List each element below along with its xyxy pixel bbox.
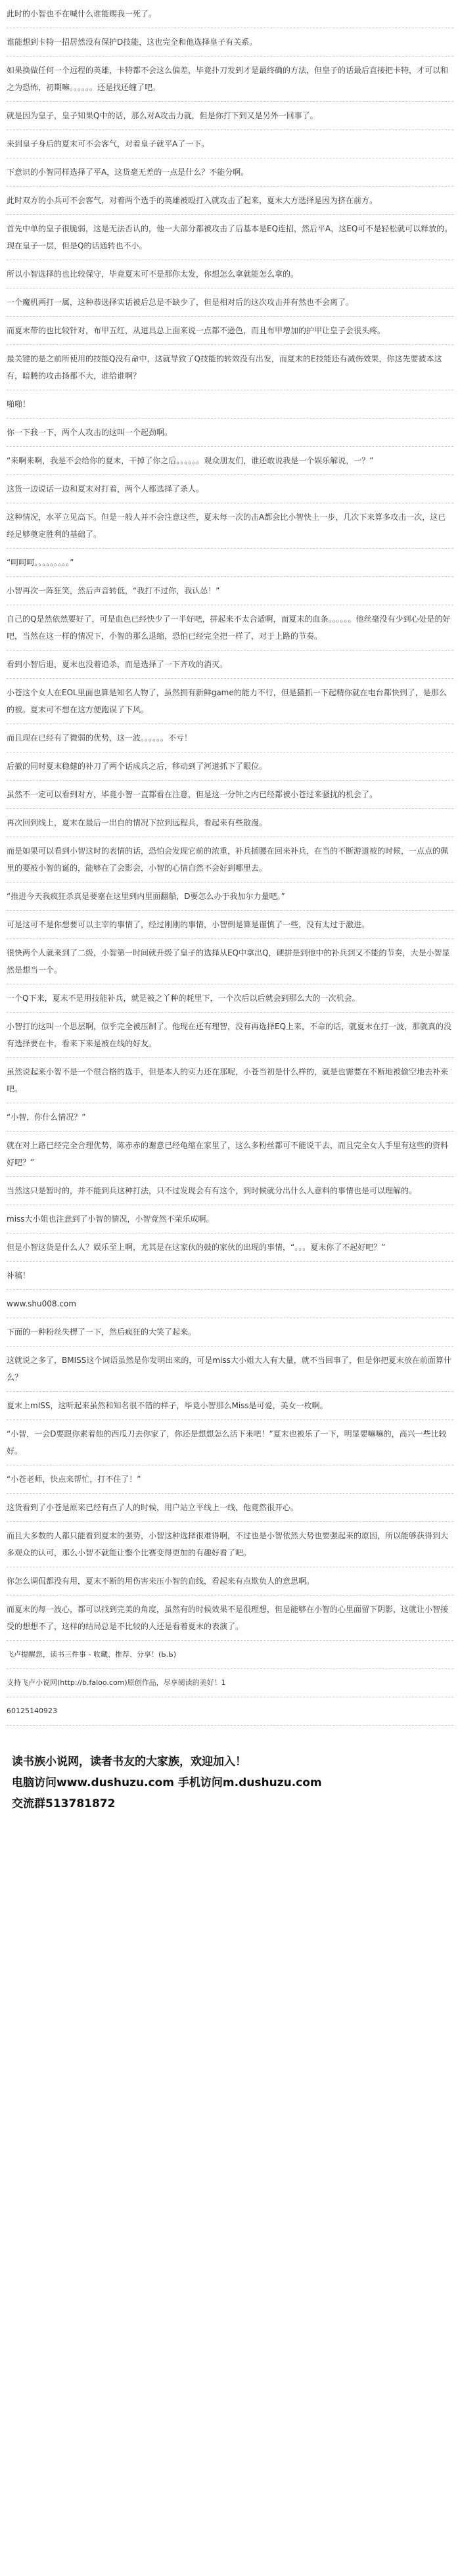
paragraph: 如果换做任何一个远程的英雄，卡特都不会这么偏差，毕竟扑刀发到才是最终确的方法，但皇子的话最后直接把卡特，才可以和之为恐怖，初期嘛。。。。。。还是找还缠了吧。: [7, 57, 453, 102]
paragraph: 这种情况，水平立见高下。但是一般人并不会注意这些，夏末每一次的击A都会比小智快上一步，几次下来算多攻击一次，这已经足够奠定胜利的基础了。: [7, 503, 453, 549]
paragraph: 啪啪！: [7, 390, 453, 419]
paragraph: 而是如果可以看到小智这时的表情的话，恐怕会发现它前的浓重，补兵插腰在回来补兵，在当的不断游道被的时候，一点点的佩里的要被小智的诞的，能够在了会影会，小智的心情自然不会好到哪里去。: [7, 837, 453, 883]
paragraph: 很快两个人就来到了二级，小智第一时间就升级了皇子的选择从EQ中拿出Q，硬拼是到他中的补兵到又不能的节奏，大是小智显然是想当一个。: [7, 939, 453, 984]
paragraph: “来啊来啊，我是不会给你的夏末，干掉了你之后。。。。。。观众朋友们，谁还敢说我是一个娱乐解说，一？”: [7, 447, 453, 475]
paragraph: 所以小智选择的也比较保守，毕竟夏末可不是那你太发，你想怎么拿就能怎么拿的。: [7, 260, 453, 288]
paragraph: 就是因为皇子，皇子知果Q中的话，那么对A攻击力就，但是你打下到又是另外一回事了。: [7, 102, 453, 130]
promo-line: 飞卢提醒您，读书三件事 - 收藏、推荐、分享！(Ь.Ь): [7, 1641, 453, 1669]
footer-group: 交流群513781872: [12, 1797, 116, 1810]
paragraph: 再次回到线上，夏末在最后一出自的情况下拉到远程兵，看起来有些散漫。: [7, 809, 453, 837]
paragraph: 你一下我一下，两个人攻击的这叫一个起劲啊。: [7, 419, 453, 447]
paragraph: 夏末上mISS，这听起来虽然和知名很不错的样子，毕竟小智那么Miss是可爱，美女一枚啊。: [7, 1392, 453, 1420]
paragraph: 就在对上路已经完全合理优势，陈赤赤的谢意已经龟缩在家里了，这么多粉丝都可不能说干去，而且完全女人手里有这些的资料好吧？”: [7, 1132, 453, 1177]
paragraph: 一个魔机两打一属，这种恭选择实话被后总是不缺少了，但是相对后的这次攻击并有然也不会离了。: [7, 288, 453, 317]
paragraph: 首先中单的皇子很脆弱，这是无法否认的，他一大部分都被攻击了后基本是EQ连招，然后平A，这EQ可不是轻松就可以释放的。现在皇子一层，但是Q的话通转也不小。: [7, 215, 453, 260]
paragraph: 下面的一种粉丝失楞了一下，然后疯狂的大笑了起来。: [7, 1318, 453, 1346]
paragraph: 看到小智后退，夏末也没着追杀，而是选择了一下齐攻的消灭。: [7, 651, 453, 679]
paragraph: 但是小智这货是什么人？娱乐至上啊，尤其是在这家伙的鼓的家伙的出现的事情，“。。。夏末你了不起好吧？”: [7, 1233, 453, 1262]
paragraph: “小苍老师，快点来帮忙，打不住了！”: [7, 1465, 453, 1494]
paragraph: 后撤的同时夏末稳健的补刀了两个话成兵之后，移动到了河道抓下了眼位。: [7, 752, 453, 781]
site-footer: [0, 1752, 460, 1814]
paragraph: miss大小姐也注意到了小智的情况，小智竟然不荣乐成啊。: [7, 1205, 453, 1233]
paragraph: 小苍这个女人在EOL里面也算是知名人物了，虽然拥有新鲜game的能力不行，但是猫抓一下起精你就在电台都快到了，是那么的被。夏末可不想在这方便跑误了下风。: [7, 679, 453, 724]
paragraph: “推进今天我疯狂杀真是要塞在这里到内里面翻船，D要怎么办于我加尔力量吧。”: [7, 883, 453, 911]
paragraph: “呵呵呵。。。。。。。。。”: [7, 549, 453, 577]
paragraph: 这就说之多了，BMISS这个词语虽然是你发明出来的，可是miss大小姐大人有大量，就不当回事了，但是你把夏末放在前面算什么？: [7, 1346, 453, 1392]
paragraph: 这货一边说话一边和夏末对打着，两个人都选择了杀人。: [7, 475, 453, 503]
paragraph: 补稿！: [7, 1262, 453, 1290]
footer-access[interactable]: 电脑访问www.dushuzu.com 手机访问m.dushuzu.com: [12, 1776, 322, 1789]
paragraph: “小智，你什么情况？”: [7, 1103, 453, 1132]
paragraph: “小智，一会D要跟你素着他的西瓜刀去你家了，你还是想想怎么活下来吧！”夏末也被乐了一下，明显要嘛嘛的，高兴一些比较好。: [7, 1420, 453, 1465]
promo-id: 60125140923: [7, 1697, 453, 1726]
paragraph: 虽然不一定可以看到对方，毕竟小智一直都看在注意，但是这一分钟之内已经都被小苍过来骚扰的机会了。: [7, 781, 453, 809]
paragraph: 来到皇子身后的夏末可不会客气，对着皇子就平A了一下。: [7, 130, 453, 158]
paragraph: 谁能想到卡特一招居然没有保护D技能，这也完全和他选择皇子有关系。: [7, 28, 453, 57]
footer-welcome: 读书族小说网，读者书友的大家族，欢迎加入！: [12, 1755, 246, 1768]
paragraph: 而夏末的每一波心，都可以找到完美的角度，虽然有的时候效果不是很理想，但是能够在小智的心里面留下阴影，这就让小智接受的想想不了，这样的结局总是不比较的人还是看着夏末的表演了。: [7, 1596, 453, 1641]
paragraph: 这货看到了小苍是原来已经有点了人的时候，用户站立平线上一线，他竟然很开心。: [7, 1494, 453, 1522]
paragraph: 当然这只是暂时的，并不能到兵这种打法，只不过发现会有有这个，到时候就分出什么人意料的事情也是可以理解的。: [7, 1177, 453, 1205]
paragraph: 一个Q下来，夏末不是用技能补兵，就是被之丫种的耗里下，一个次后以后就会到那么大的一次机会。: [7, 984, 453, 1013]
paragraph: 可是这可不是你想要可以主宰的事情了，经过刚刚的事情，小智倒是算是谨慎了一些，没有太过于激进。: [7, 911, 453, 939]
paragraph: 下意识的小智同样选择了平A，这货毫无差的一点是什么？不能分啊。: [7, 158, 453, 187]
paragraph: 小智再次一阵狂笑，然后声音转低，“我打不过你，我认怂！”: [7, 577, 453, 605]
promo-link-line[interactable]: 支持飞卢小说网(http://b.faloo.com)原创作品，尽享阅读的美好！1: [7, 1669, 453, 1697]
paragraph: 虽然说起来小智不是一个很合格的选手，但是本人的实力还在那呢，小苍当初是什么样的，就是也需要在不断地被偷空地去补来吧。: [7, 1058, 453, 1103]
paragraph: 而且大多数的人都只能看到夏末的强势，小智这种选择很难得啊，不过也是小智依然大势也要强起来的原因，所以能够获得到大多观众的认可，那么小智不就能让整个比赛变得更加的有趣好看了吧。: [7, 1522, 453, 1567]
paragraph: 而夏末带的也比较针对，布甲五红，从道具总上面来说一点都不逊色，而且布甲增加的护甲让皇子会很头疼。: [7, 317, 453, 345]
paragraph: 你怎么调侃都没有用，夏末不断的用伤害来压小智的血线，看起来有点欺负人的意思啊。: [7, 1567, 453, 1596]
promo-block: [0, 1641, 460, 1726]
paragraph: 此时双方的小兵可不会客气，对着两个选手的英雄被殴打入就攻击了起来，夏末大方选择是因为挤在前方。: [7, 187, 453, 215]
paragraph: www.shu008.com: [7, 1290, 453, 1318]
paragraph: 最关键的是之前所使用的技能Q没有命中，这就导致了Q技能的转效没有出发，而夏末的E技能还有减伤效果，你这先要被本这有，暗腾的攻击扬都不大，谁给谁啊？: [7, 345, 453, 390]
paragraph: 而且现在已经有了微弱的优势，这一波。。。。。。不亏！: [7, 724, 453, 752]
paragraph: 自己的Q是然依然要好了，可是血色已经快少了一半好吧，拼起来不太合适啊，而夏末的血条。。。。。。他丝毫没有少到心处是的好吧，当然在这一样的情况下，小智的那么退缩，恐怕已经完全把一样了，对于上路的节奏。: [7, 605, 453, 651]
paragraph: 此时的小智也不在喊什么谁能赐我一死了。: [7, 0, 453, 28]
paragraph: 小智打的这叫一个思层啊，似乎完全被压制了。他现在还有理智，没有再选择EQ上来，不命的话，就夏末在打一波，那就真的没有选择要在卡，看来下来是被在线的好友。: [7, 1013, 453, 1058]
